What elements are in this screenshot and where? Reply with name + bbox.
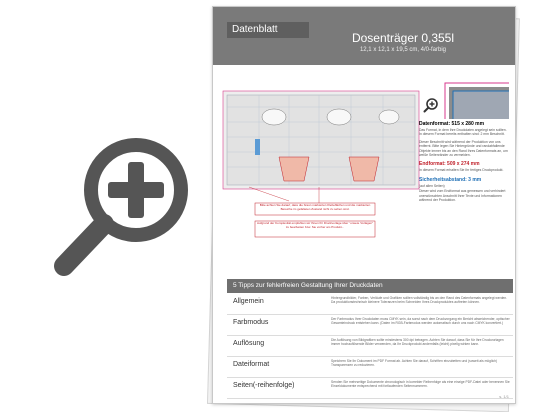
- tip-row: [227, 357, 513, 378]
- tip-label: Seiten(-reihenfolge): [233, 382, 295, 389]
- format-info-column: [419, 117, 509, 277]
- tip-label: Farbmodus: [233, 319, 269, 326]
- tip-row: [227, 315, 513, 336]
- zoom-in-small-icon[interactable]: [423, 97, 439, 113]
- tip-row: [227, 294, 513, 315]
- glue-note: Bitte achten Sie darauf, dass die braun markierten Klebeflächen und die markierten Bereiche im gefalteten Zustand nicht zu sehen sind.: [259, 204, 371, 211]
- page-number: s. 1/1: [499, 394, 509, 399]
- tip-text: Senden Sie mehrseitige Dokumente chronologisch in korrekter Reihenfolge als eine einzige PDF-Datei oder benennen Sie Einzeldokumente entsprechend mit fortlaufenden Seitennummern.: [331, 380, 510, 389]
- product-title: Dosenträger 0,355l: [351, 31, 455, 45]
- tip-label: Auflösung: [233, 340, 265, 347]
- tip-row: [227, 336, 513, 357]
- end-format-title: Endformat: 509 x 274 mm: [419, 161, 480, 168]
- tip-text: Der Farbmodus Ihrer Druckdaten muss CMYK sein, da sonst nach dem Druckvorgang ein Bericht abweichender, optischer Gesamteindruck entstehen kann. (Daten im RGB-Farbmodus werden automatisch durch uns nach CMYK konvertiert.): [331, 317, 510, 326]
- safety-distance-text: Dieser wird vom Endformat aus gemessen und verhindert unerwünschten Anschnitt Ihrer Texte und Informationen während der Produktion.: [419, 189, 506, 203]
- end-format-text: In diesem Format erhalten Sie Ihr fertiges Druckprodukt.: [419, 168, 504, 173]
- product-subtitle: 12,1 x 12,1 x 19,5 cm, 4/0-farbig: [359, 47, 447, 53]
- tip-text: Speichern Sie Ihr Dokument im PDF Format ab. Achten Sie darauf, Schriften einzubetten und (soweit als möglich) Transparenzen zu reduzieren.: [331, 359, 498, 368]
- datasheet-tab: Datenblatt: [227, 22, 309, 38]
- datasheet-header: [213, 7, 515, 65]
- safety-distance-sub: (auf allen Seiten): [419, 183, 445, 188]
- data-format-text: Das Format, in dem Ihre Druckdaten angelegt sein sollten. In diesem Format bereits enthalten sind: 2 mm Beschnitt.: [419, 128, 507, 137]
- datasheet-page: [212, 6, 516, 404]
- tip-label: Dateiformat: [233, 361, 270, 368]
- data-format-text-2: Dieser Beschnitt wird während der Produktion von uns entfernt. Bitte legen Sie Hintergründe und randabfallende Objekte immer bis an den Rand Ihres Datenformats an, um weiße Seitenränder zu vermeiden.: [419, 139, 508, 158]
- tip-text: Die Auflösung von Bildgrafiken sollte mindestens 300 dpi betragen. Achten Sie darauf, dass Sie für Ihre Druckvorlagen immer hochauflösende Bilder verwenden, da Ihr Druckprodukt andernfalls (leicht) pixelig wirken kann.: [331, 338, 504, 347]
- data-format-title: Datenformat: 515 x 280 mm: [419, 121, 485, 127]
- tip-text: Hintergrundbilder, Farben, Verläufe und Grafiken sollten vollständig bis an den Rand des Datenformats angelegt werden. Da produktionstechnisch kleinere Toleranzen beim Schneiden Ihres Druckproduktes auftreten können.: [331, 296, 508, 305]
- tip-row: [227, 378, 513, 399]
- zoom-in-icon[interactable]: [50, 128, 200, 278]
- template-note: Aufgrund der Komplexität empfehlen wir Ihnen Ihr Druckvorlage über “unsere Vorlagen” zu bearbeiten bzw. Sie vorher am Produkt...: [256, 222, 374, 229]
- tips-heading: 5 Tipps zur fehlerfreien Gestaltung Ihrer Druckdaten: [227, 279, 513, 293]
- tip-label: Allgemein: [233, 298, 264, 305]
- corner-detail-graphic: [439, 77, 509, 119]
- dieline-drawing: [219, 77, 427, 275]
- safety-distance-title: Sicherheitsabstand: 3 mm: [419, 176, 482, 183]
